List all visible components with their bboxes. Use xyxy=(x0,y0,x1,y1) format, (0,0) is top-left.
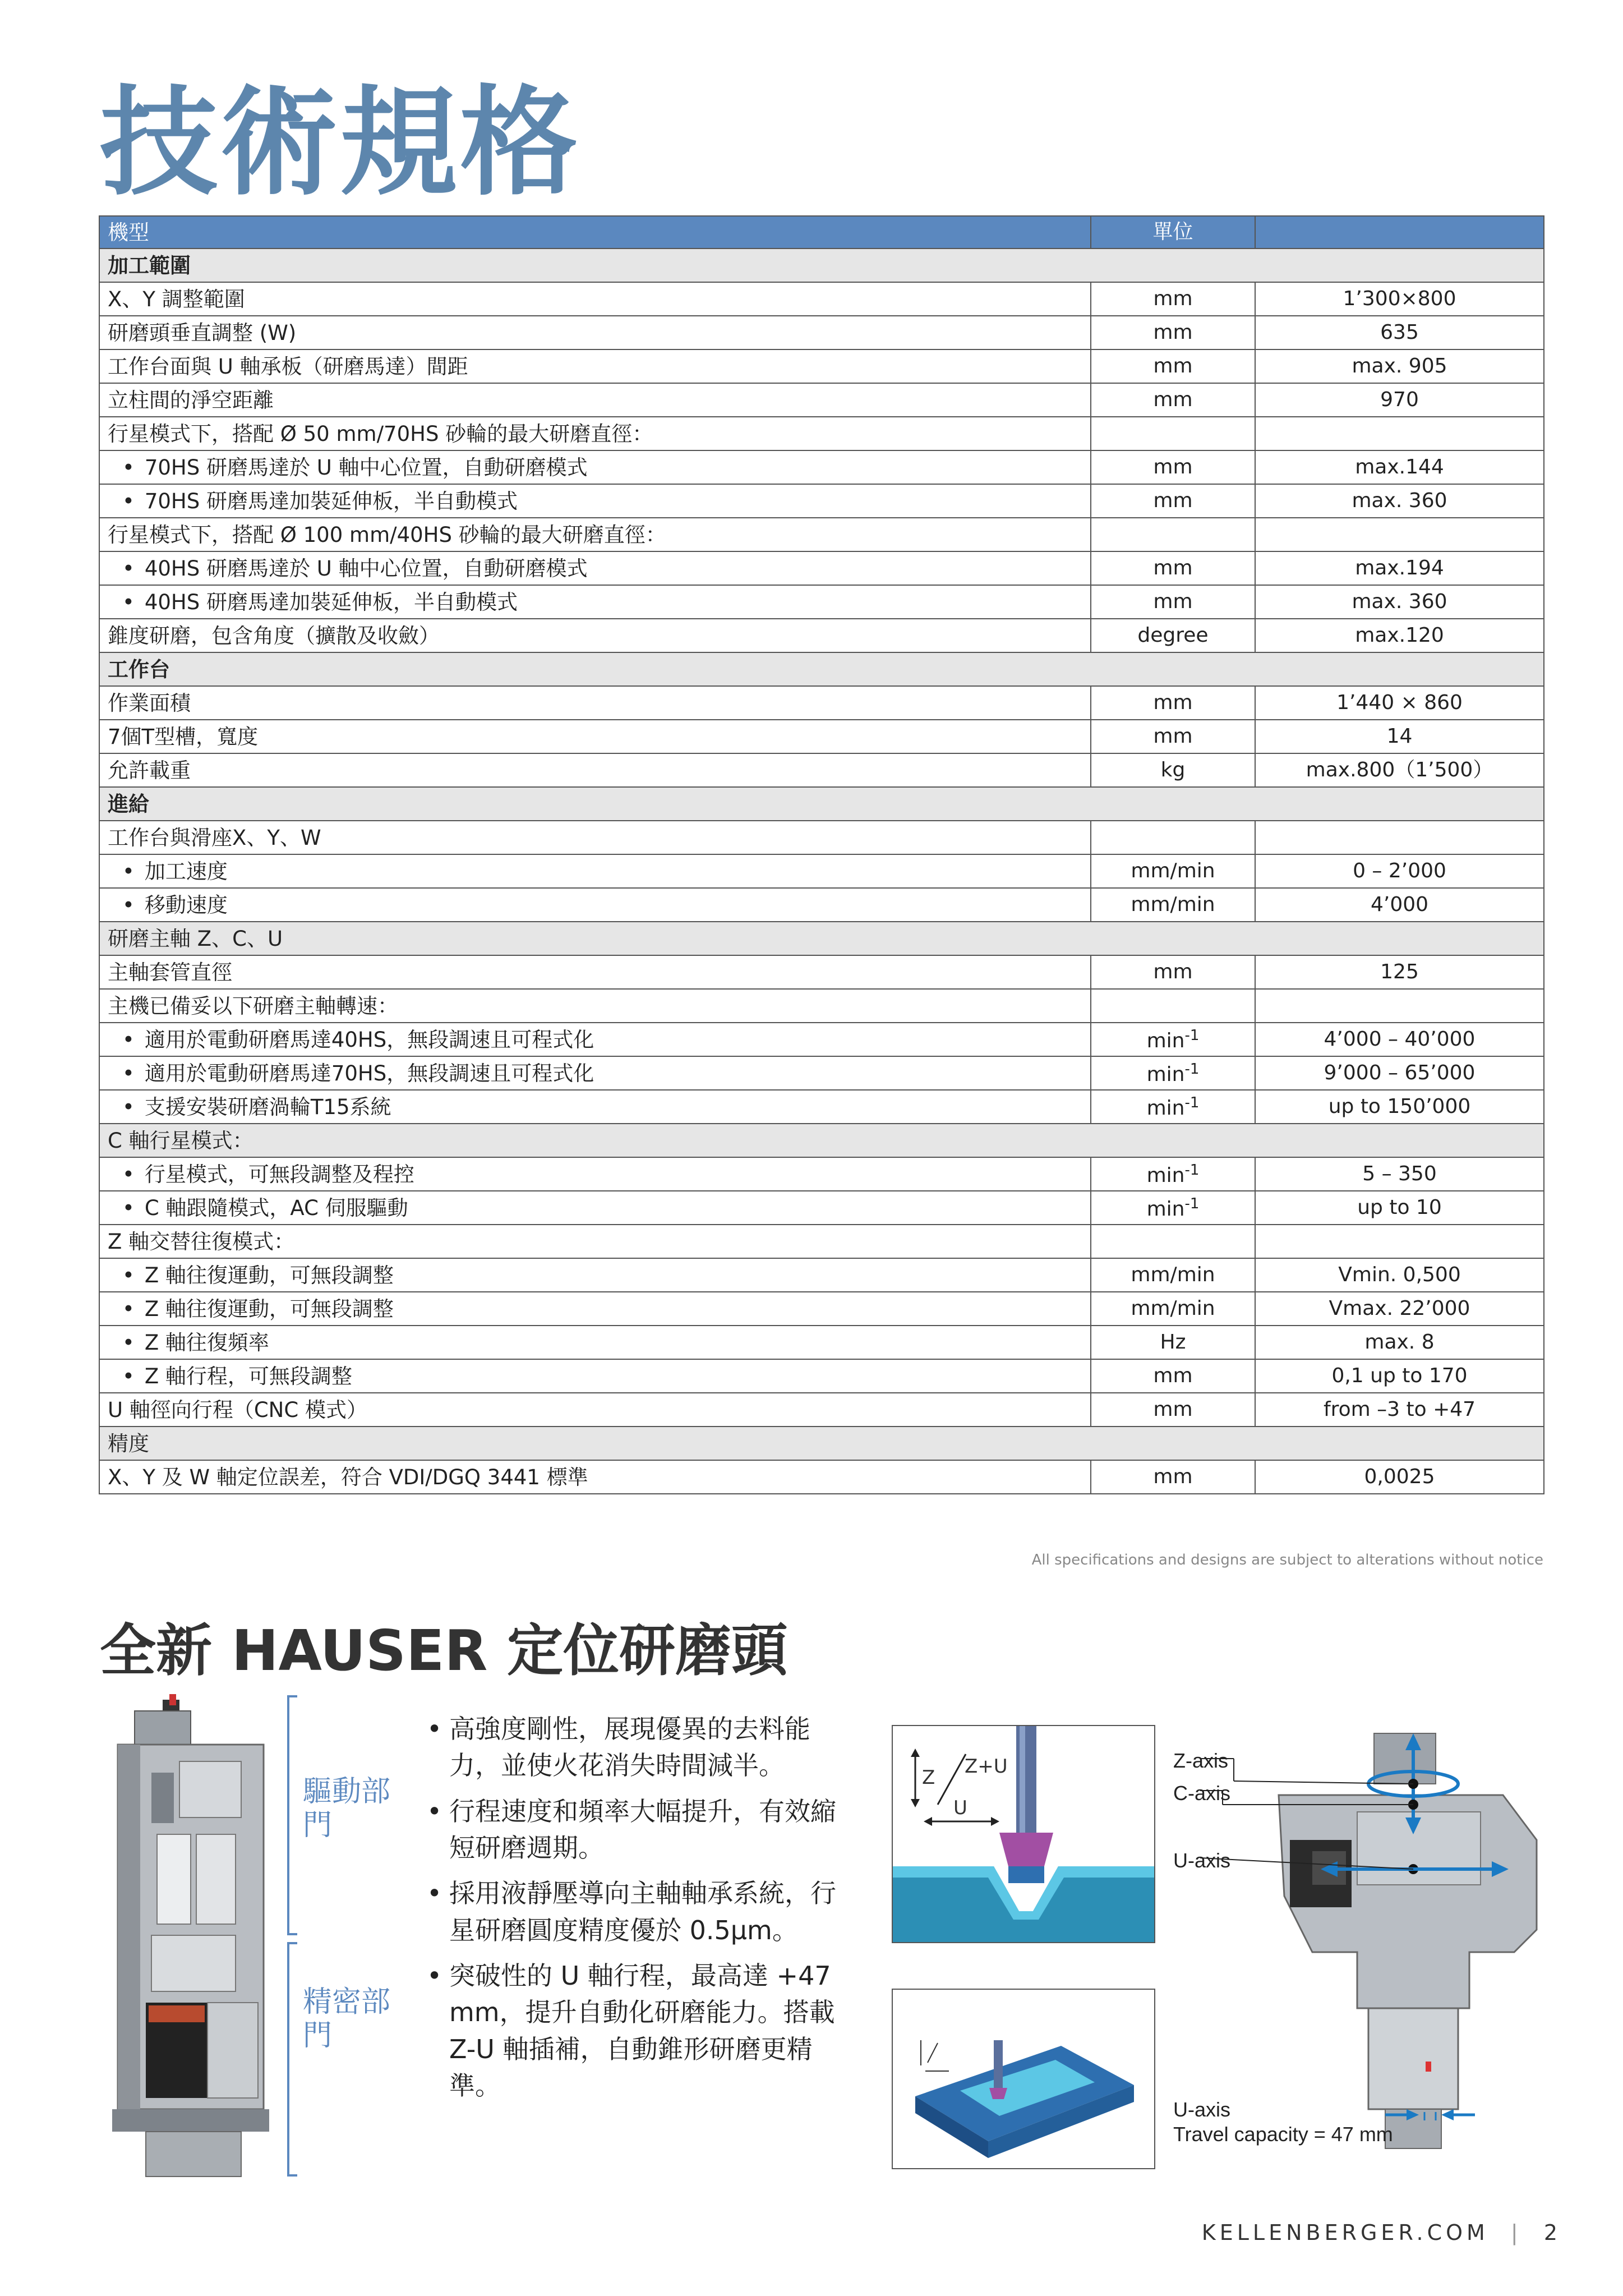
unit-text: mm xyxy=(1153,691,1193,714)
spec-label: Z 軸交替往復模式： xyxy=(99,1225,1091,1258)
spec-value: 1’440 × 860 xyxy=(1255,686,1544,720)
spec-label: 作業面積 xyxy=(99,686,1091,720)
table-row xyxy=(99,720,1544,753)
callout-z-axis: Z-axis xyxy=(1173,1749,1228,1772)
table-row xyxy=(99,686,1544,720)
table-row xyxy=(99,821,1544,854)
spec-value: 9’000 – 65’000 xyxy=(1255,1056,1544,1090)
table-row xyxy=(99,753,1544,787)
header-machine: 機型 xyxy=(99,216,1091,249)
table-section-row xyxy=(99,787,1544,821)
unit-text: mm xyxy=(1153,1398,1193,1421)
spec-label: U 軸徑向行程（CNC 模式） xyxy=(99,1393,1091,1427)
unit-text: mm xyxy=(1153,321,1193,344)
unit-exponent: -1 xyxy=(1184,1094,1200,1111)
spec-value: 635 xyxy=(1255,316,1544,349)
table-section-row xyxy=(99,1124,1544,1157)
spec-value: max.800（1’500） xyxy=(1255,753,1544,787)
precision-label: 精密部門 xyxy=(303,1985,391,2053)
spec-value: max.194 xyxy=(1255,551,1544,585)
feature-item: • 採用液靜壓導向主軸軸承系統，行星研磨圓度精度優於 0.5µm。 xyxy=(423,1875,838,1949)
spec-unit xyxy=(1091,1023,1255,1056)
unit-text: mm xyxy=(1153,287,1193,310)
unit-text: mm xyxy=(1153,455,1193,478)
unit-text: mm xyxy=(1153,725,1193,748)
section-label: 工作台 xyxy=(99,652,1544,686)
spec-unit xyxy=(1091,821,1255,854)
spec-unit xyxy=(1091,1056,1255,1090)
spec-value: max. 360 xyxy=(1255,484,1544,518)
spec-value: max. 905 xyxy=(1255,349,1544,383)
spec-unit xyxy=(1091,854,1255,888)
spec-label: X、Y 調整範圍 xyxy=(99,282,1091,316)
spec-unit xyxy=(1091,753,1255,787)
spec-value: up to 10 xyxy=(1255,1191,1544,1225)
spec-label: • C 軸跟隨模式，AC 伺服驅動 xyxy=(99,1191,1091,1225)
spec-label: 工作台與滑座X、Y、W xyxy=(99,821,1091,854)
table-row xyxy=(99,1326,1544,1359)
footer-divider: | xyxy=(1510,2220,1522,2245)
unit-text: mm xyxy=(1153,1465,1193,1488)
spec-table-body xyxy=(99,216,1544,1494)
table-row xyxy=(99,1359,1544,1393)
footer-site: KELLENBERGER.COM xyxy=(1201,2220,1489,2245)
spec-value: 1’300×800 xyxy=(1255,282,1544,316)
unit-text: mm xyxy=(1153,489,1193,512)
spec-label: • 40HS 研磨馬達於 U 軸中心位置，自動研磨模式 xyxy=(99,551,1091,585)
table-row xyxy=(99,316,1544,349)
unit-text: mm/min xyxy=(1131,1263,1215,1286)
table-row xyxy=(99,383,1544,417)
spec-value: max. 360 xyxy=(1255,585,1544,619)
spec-value xyxy=(1255,989,1544,1023)
spec-value: 0,1 up to 170 xyxy=(1255,1359,1544,1393)
unit-text: mm xyxy=(1153,1364,1193,1387)
table-section-row xyxy=(99,922,1544,955)
spec-value xyxy=(1255,518,1544,551)
spec-unit xyxy=(1091,888,1255,922)
spec-value: max. 8 xyxy=(1255,1326,1544,1359)
spec-label: • Z 軸往復運動，可無段調整 xyxy=(99,1292,1091,1326)
spec-label: • 移動速度 xyxy=(99,888,1091,922)
spec-value: 14 xyxy=(1255,720,1544,753)
table-section-row xyxy=(99,652,1544,686)
spec-unit xyxy=(1091,1326,1255,1359)
table-row xyxy=(99,619,1544,652)
table-row xyxy=(99,585,1544,619)
spec-unit xyxy=(1091,417,1255,450)
spec-value xyxy=(1255,417,1544,450)
spec-unit xyxy=(1091,518,1255,551)
table-row xyxy=(99,1090,1544,1124)
footer-page-number: 2 xyxy=(1543,2220,1561,2245)
spec-label: 工作台面與 U 軸承板（研磨馬達）間距 xyxy=(99,349,1091,383)
spec-value: up to 150’000 xyxy=(1255,1090,1544,1124)
table-section-row xyxy=(99,1427,1544,1460)
callout-c-axis: C-axis xyxy=(1173,1782,1231,1805)
spec-value: 4’000 xyxy=(1255,888,1544,922)
unit-text: min xyxy=(1146,1096,1185,1120)
section-label: 進給 xyxy=(99,787,1544,821)
spec-unit xyxy=(1091,1393,1255,1427)
unit-exponent: -1 xyxy=(1184,1027,1200,1044)
diagram-u-label: U xyxy=(953,1797,967,1819)
spec-unit xyxy=(1091,1258,1255,1292)
page-title: 技術規格 xyxy=(100,74,580,211)
table-row xyxy=(99,282,1544,316)
section-label: C 軸行星模式： xyxy=(99,1124,1544,1157)
table-section-row xyxy=(99,249,1544,282)
spec-label: 7個T型槽，寬度 xyxy=(99,720,1091,753)
table-row xyxy=(99,551,1544,585)
spec-unit xyxy=(1091,316,1255,349)
table-row xyxy=(99,1460,1544,1494)
spec-label: 立柱間的淨空距離 xyxy=(99,383,1091,417)
spec-label: • 70HS 研磨馬達於 U 軸中心位置，自動研磨模式 xyxy=(99,450,1091,484)
spec-unit xyxy=(1091,1191,1255,1225)
spec-value: 5 – 350 xyxy=(1255,1157,1544,1191)
section-label: 精度 xyxy=(99,1427,1544,1460)
table-row xyxy=(99,1225,1544,1258)
spec-unit xyxy=(1091,1157,1255,1191)
spec-label: 行星模式下，搭配 Ø 50 mm/70HS 砂輪的最大研磨直徑： xyxy=(99,417,1091,450)
pocket-diagram xyxy=(892,1989,1155,2169)
header-value xyxy=(1255,216,1544,249)
spec-unit xyxy=(1091,383,1255,417)
unit-text: mm/min xyxy=(1131,1297,1215,1320)
callout-u-axis: U-axis xyxy=(1173,1849,1231,1872)
drive-bracket xyxy=(287,1695,298,1935)
feature-item: • 突破性的 U 軸行程，最高達 +47 mm，提升自動化研磨能力。搭載 Z-U 軸插補，自動錐形研磨更精準。 xyxy=(423,1958,838,2104)
spec-value: from –3 to +47 xyxy=(1255,1393,1544,1427)
table-header xyxy=(99,216,1544,249)
unit-text: mm xyxy=(1153,355,1193,378)
feature-list xyxy=(423,1711,838,2113)
unit-text: mm/min xyxy=(1131,859,1215,882)
grinding-diagram xyxy=(892,1725,1155,1943)
spec-value: 4’000 – 40’000 xyxy=(1255,1023,1544,1056)
feature-item: • 行程速度和頻率大幅提升，有效縮短研磨週期。 xyxy=(423,1793,838,1867)
spec-label: 允許載重 xyxy=(99,753,1091,787)
section-label: 加工範圍 xyxy=(99,249,1544,282)
spec-label: 主軸套管直徑 xyxy=(99,955,1091,989)
table-row xyxy=(99,888,1544,922)
spec-unit xyxy=(1091,1090,1255,1124)
spec-unit xyxy=(1091,619,1255,652)
table-row xyxy=(99,1258,1544,1292)
spec-unit xyxy=(1091,720,1255,753)
spec-label: • 40HS 研磨馬達加裝延伸板，半自動模式 xyxy=(99,585,1091,619)
unit-text: mm xyxy=(1153,590,1193,613)
diagram-zu-label: Z+U xyxy=(965,1755,1008,1778)
spec-label: X、Y 及 W 軸定位誤差，符合 VDI/DGQ 3441 標準 xyxy=(99,1460,1091,1494)
table-row xyxy=(99,989,1544,1023)
spec-label: • 70HS 研磨馬達加裝延伸板，半自動模式 xyxy=(99,484,1091,518)
spec-unit xyxy=(1091,282,1255,316)
spec-unit xyxy=(1091,551,1255,585)
spec-value: Vmin. 0,500 xyxy=(1255,1258,1544,1292)
unit-text: min xyxy=(1146,1029,1185,1052)
spec-label: • 適用於電動研磨馬達40HS，無段調速且可程式化 xyxy=(99,1023,1091,1056)
header-unit: 單位 xyxy=(1091,216,1255,249)
spec-label: • Z 軸往復運動，可無段調整 xyxy=(99,1258,1091,1292)
table-row xyxy=(99,518,1544,551)
spec-label: • 適用於電動研磨馬達70HS，無段調速且可程式化 xyxy=(99,1056,1091,1090)
unit-exponent: -1 xyxy=(1184,1060,1200,1078)
unit-text: min xyxy=(1146,1197,1185,1221)
grinding-head-illustration xyxy=(1200,1728,1581,2165)
unit-exponent: -1 xyxy=(1184,1161,1200,1179)
callout-u-axis-travel: U-axis xyxy=(1173,2098,1231,2121)
spec-value: 970 xyxy=(1255,383,1544,417)
spec-value: max.144 xyxy=(1255,450,1544,484)
table-row xyxy=(99,854,1544,888)
unit-text: mm xyxy=(1153,960,1193,983)
spec-label: 研磨頭垂直調整 (W) xyxy=(99,316,1091,349)
table-row xyxy=(99,484,1544,518)
table-row xyxy=(99,1023,1544,1056)
spec-unit xyxy=(1091,989,1255,1023)
feature-item: • 高強度剛性，展現優異的去料能力，並使火花消失時間減半。 xyxy=(423,1711,838,1784)
machine-illustration xyxy=(95,1688,280,2182)
precision-bracket xyxy=(287,1942,298,2177)
spec-value: 125 xyxy=(1255,955,1544,989)
table-row xyxy=(99,1393,1544,1427)
spec-value: 0 – 2’000 xyxy=(1255,854,1544,888)
table-row xyxy=(99,349,1544,383)
spec-unit xyxy=(1091,955,1255,989)
spec-unit xyxy=(1091,1225,1255,1258)
disclaimer-note: All specifications and designs are subject to alterations without notice xyxy=(1031,1552,1543,1568)
spec-label: • 支援安裝研磨渦輪T15系統 xyxy=(99,1090,1091,1124)
spec-label: 主機已備妥以下研磨主軸轉速： xyxy=(99,989,1091,1023)
spec-value: Vmax. 22’000 xyxy=(1255,1292,1544,1326)
unit-exponent: -1 xyxy=(1184,1195,1200,1212)
table-row xyxy=(99,955,1544,989)
spec-label: 行星模式下，搭配 Ø 100 mm/40HS 砂輪的最大研磨直徑： xyxy=(99,518,1091,551)
spec-label: 錐度研磨，包含角度（擴散及收斂） xyxy=(99,619,1091,652)
section-label: 研磨主軸 Z、C、U xyxy=(99,922,1544,955)
spec-unit xyxy=(1091,1292,1255,1326)
table-row xyxy=(99,450,1544,484)
unit-text: min xyxy=(1146,1163,1185,1187)
spec-value: 0,0025 xyxy=(1255,1460,1544,1494)
table-row xyxy=(99,1056,1544,1090)
spec-value xyxy=(1255,1225,1544,1258)
diagram-z-label: Z xyxy=(922,1766,935,1789)
spec-label: • Z 軸往復頻率 xyxy=(99,1326,1091,1359)
spec-value: max.120 xyxy=(1255,619,1544,652)
footer xyxy=(1202,2220,1561,2245)
spec-label: • 行星模式，可無段調整及程控 xyxy=(99,1157,1091,1191)
spec-unit xyxy=(1091,349,1255,383)
spec-unit xyxy=(1091,450,1255,484)
spec-value xyxy=(1255,821,1544,854)
callout-travel-capacity: Travel capacity = 47 mm xyxy=(1173,2123,1393,2146)
section-title: 全新 HAUSER 定位研磨頭 xyxy=(100,1618,788,1683)
table-row xyxy=(99,1157,1544,1191)
unit-text: min xyxy=(1146,1062,1185,1086)
spec-label: • 加工速度 xyxy=(99,854,1091,888)
table-row xyxy=(99,1191,1544,1225)
unit-text: degree xyxy=(1137,624,1209,647)
spec-unit xyxy=(1091,686,1255,720)
unit-text: mm xyxy=(1153,556,1193,579)
drive-label: 驅動部門 xyxy=(303,1775,391,1842)
spec-table xyxy=(99,215,1544,1494)
spec-unit xyxy=(1091,1460,1255,1494)
spec-unit xyxy=(1091,1359,1255,1393)
spec-unit xyxy=(1091,484,1255,518)
unit-text: mm xyxy=(1153,388,1193,411)
unit-text: Hz xyxy=(1160,1331,1186,1354)
spec-unit xyxy=(1091,585,1255,619)
unit-text: mm/min xyxy=(1131,893,1215,916)
unit-text: kg xyxy=(1160,758,1186,781)
spec-label: • Z 軸行程，可無段調整 xyxy=(99,1359,1091,1393)
table-row xyxy=(99,417,1544,450)
table-row xyxy=(99,1292,1544,1326)
